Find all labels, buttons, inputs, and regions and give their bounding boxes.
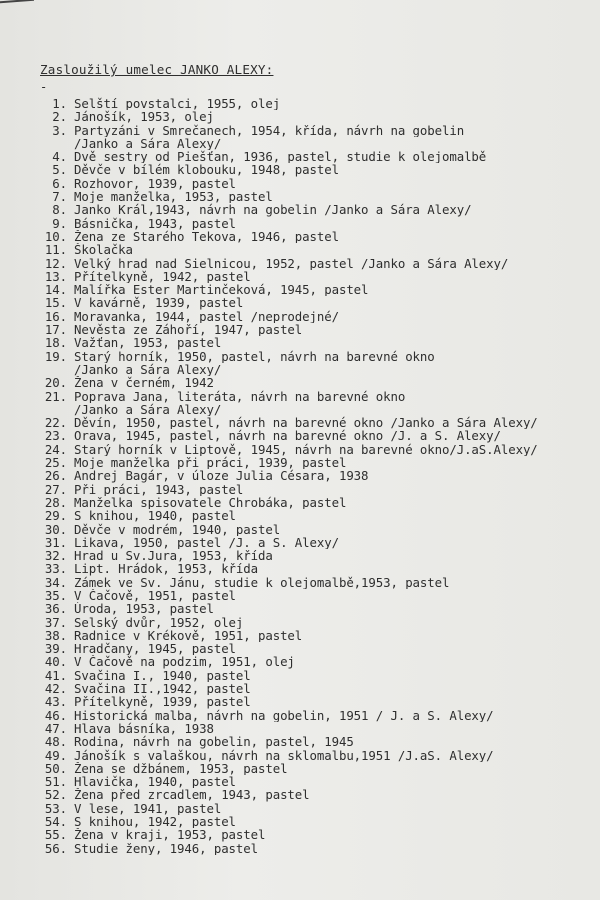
list-item xyxy=(40,602,580,615)
list-item xyxy=(40,802,580,815)
item-number: 38. xyxy=(44,627,67,643)
item-number: 53. xyxy=(44,800,67,816)
item-text: Manželka spisovatele Chrobáka, pastel xyxy=(74,495,347,510)
item-number: 31. xyxy=(44,534,67,550)
item-text: Moje manželka při práci, 1939, pastel xyxy=(74,456,347,470)
item-text: Starý horník, 1950, pastel, návrh na barevné okno xyxy=(74,349,435,363)
item-text: Úroda, 1953, pastel xyxy=(74,602,214,616)
item-number: 51. xyxy=(44,774,67,790)
item-number: 1. xyxy=(52,96,67,111)
item-text: Žena se džbánem, 1953, pastel xyxy=(74,761,288,776)
item-number: 18. xyxy=(44,335,67,351)
list-item xyxy=(40,296,580,309)
item-text: Jánošík s valaškou, návrh na sklomalbu,1951 /J.aS. Alexy/ xyxy=(74,748,494,762)
item-text: Selský dvůr, 1952, olej xyxy=(74,615,244,629)
list-item xyxy=(40,230,580,243)
list-item xyxy=(40,576,580,589)
item-text: Svačina I., 1940, pastel xyxy=(74,668,251,683)
item-text: Přítelkyně, 1939, pastel xyxy=(74,695,251,709)
item-text: Žena před zrcadlem, 1943, pastel xyxy=(74,788,310,802)
item-number: 42. xyxy=(44,681,67,697)
artwork-list xyxy=(40,97,580,855)
list-item xyxy=(40,589,580,602)
item-text: Žena v černém, 1942 xyxy=(74,376,214,390)
item-text: Hrad u Sv.Jura, 1953, křída xyxy=(74,549,273,563)
item-number: 11. xyxy=(44,242,67,258)
item-number: 22. xyxy=(44,415,67,431)
list-item xyxy=(40,323,580,336)
list-item xyxy=(40,523,580,536)
list-item xyxy=(40,310,580,323)
list-item xyxy=(40,217,580,230)
list-item xyxy=(40,735,580,748)
list-item xyxy=(40,376,580,389)
item-text: Básnička, 1943, pastel xyxy=(74,216,236,230)
list-item xyxy=(40,536,580,549)
document-heading: Zasloužilý umelec JANKO ALEXY: xyxy=(40,62,274,77)
item-number: 16. xyxy=(44,308,67,324)
item-text: V Čačově, 1951, pastel xyxy=(74,588,236,603)
item-number: 23. xyxy=(44,428,67,444)
list-item xyxy=(40,390,580,403)
list-item xyxy=(40,124,580,137)
item-text: Žena v kraji, 1953, pastel xyxy=(74,828,266,842)
item-number: 17. xyxy=(44,322,67,338)
item-number: 7. xyxy=(52,189,67,205)
item-number: 6. xyxy=(52,175,67,191)
list-item xyxy=(40,842,580,855)
item-number: 15. xyxy=(44,295,67,311)
item-text: S knihou, 1942, pastel xyxy=(74,815,236,829)
list-item xyxy=(40,775,580,788)
item-number xyxy=(40,137,74,150)
item-number: 46. xyxy=(44,707,67,723)
list-item-continuation xyxy=(40,403,580,416)
item-text: Školačka xyxy=(74,243,133,257)
item-number: 48. xyxy=(44,734,67,750)
item-number: 32. xyxy=(44,548,67,564)
list-item xyxy=(40,788,580,801)
item-number: 52. xyxy=(44,787,67,803)
list-item xyxy=(40,270,580,283)
item-number: 37. xyxy=(44,614,67,630)
item-number: 29. xyxy=(44,508,67,524)
list-item xyxy=(40,616,580,629)
item-number: 54. xyxy=(44,814,67,830)
item-number: 4. xyxy=(52,149,67,165)
item-number: 28. xyxy=(44,494,67,510)
item-text: Važťan, 1953, pastel xyxy=(74,336,222,350)
item-text: Rodina, návrh na gobelin, pastel, 1945 xyxy=(74,735,354,749)
list-item xyxy=(40,695,580,708)
item-number: 55. xyxy=(44,827,67,843)
item-text: Přítelkyně, 1942, pastel xyxy=(74,269,251,284)
list-item xyxy=(40,509,580,522)
item-number: 50. xyxy=(44,760,67,776)
item-number: 47. xyxy=(44,720,67,736)
item-number: 21. xyxy=(44,388,67,404)
list-item xyxy=(40,177,580,190)
list-item xyxy=(40,429,580,442)
item-number: 2. xyxy=(52,109,67,125)
list-item xyxy=(40,549,580,562)
dash-mark: - xyxy=(40,80,48,94)
item-text: S knihou, 1940, pastel xyxy=(74,509,236,523)
item-text: Dvě sestry od Piešťan, 1936, pastel, studie k olejomalbě xyxy=(74,150,487,164)
list-item xyxy=(40,709,580,722)
list-item xyxy=(40,456,580,469)
item-text: V kavárně, 1939, pastel xyxy=(74,296,244,310)
list-item xyxy=(40,203,580,216)
item-text: Janko Král,1943, návrh na gobelin /Janko a Sára Alexy/ xyxy=(74,203,472,217)
item-number: 19. xyxy=(44,348,67,364)
item-text: Jánošík, 1953, olej xyxy=(74,110,214,124)
list-item xyxy=(40,283,580,296)
item-number: 8. xyxy=(52,202,67,218)
item-number: 12. xyxy=(44,255,67,271)
item-number: 5. xyxy=(52,162,67,178)
item-number: 49. xyxy=(44,747,67,763)
item-text: Moravanka, 1944, pastel /neprodejné/ xyxy=(74,309,339,324)
item-text: Děvče v modrém, 1940, pastel xyxy=(74,522,281,536)
list-item xyxy=(40,762,580,775)
item-text: Zámek ve Sv. Jánu, studie k olejomalbě,1953, pastel xyxy=(74,575,450,589)
list-item xyxy=(40,350,580,363)
list-item-continuation xyxy=(40,137,580,150)
item-text: Andrej Bagár, v úloze Julia Césara, 1938 xyxy=(74,469,369,483)
item-text: Orava, 1945, pastel, návrh na barevné okno /J. a S. Alexy/ xyxy=(74,429,501,443)
item-number: 43. xyxy=(44,694,67,710)
item-number: 3. xyxy=(52,122,67,138)
list-item xyxy=(40,669,580,682)
list-item xyxy=(40,749,580,762)
corner-pen-mark xyxy=(0,0,34,11)
list-item xyxy=(40,416,580,429)
list-item xyxy=(40,163,580,176)
item-number: 13. xyxy=(44,268,67,284)
item-number: 25. xyxy=(44,455,67,471)
list-item xyxy=(40,722,580,735)
item-text: Hlava básníka, 1938 xyxy=(74,721,214,736)
item-number: 10. xyxy=(44,228,67,244)
item-text: /Janko a Sára Alexy/ xyxy=(74,402,222,417)
item-text: Likava, 1950, pastel /J. a S. Alexy/ xyxy=(74,535,339,550)
item-text: Hradčany, 1945, pastel xyxy=(74,642,236,656)
list-item-continuation xyxy=(40,363,580,376)
item-number: 26. xyxy=(44,468,67,484)
item-text: Malířka Ester Martinčeková, 1945, pastel xyxy=(74,283,369,297)
item-text: Děvín, 1950, pastel, návrh na barevné okno /Janko a Sára Alexy/ xyxy=(74,416,538,430)
item-text: Selští povstalci, 1955, olej xyxy=(74,97,281,111)
list-item xyxy=(40,562,580,575)
item-number: 34. xyxy=(44,574,67,590)
item-text: Partyzáni v Smrečanech, 1954, křída, návrh na gobelin xyxy=(74,123,465,137)
item-text: Nevěsta ze Záhoří, 1947, pastel xyxy=(74,323,303,337)
item-text: Hlavička, 1940, pastel xyxy=(74,775,236,789)
item-text: Starý horník v Liptově, 1945, návrh na barevné okno/J.aS.Alexy/ xyxy=(74,442,538,457)
item-text: Děvče v bílém klobouku, 1948, pastel xyxy=(74,163,339,177)
item-number: 24. xyxy=(44,441,67,457)
list-item xyxy=(40,655,580,668)
list-item xyxy=(40,257,580,270)
list-item xyxy=(40,110,580,123)
item-text: /Janko a Sára Alexy/ xyxy=(74,362,222,377)
item-number: 27. xyxy=(44,481,67,497)
list-item xyxy=(40,97,580,110)
list-item xyxy=(40,336,580,349)
item-number: 35. xyxy=(44,587,67,603)
item-text: V lese, 1941, pastel xyxy=(74,801,222,816)
item-number: 41. xyxy=(44,667,67,683)
item-text: Moje manželka, 1953, pastel xyxy=(74,190,273,204)
item-text: Radnice v Krékově, 1951, pastel xyxy=(74,628,303,643)
item-number: 36. xyxy=(44,601,67,617)
list-item xyxy=(40,642,580,655)
list-item xyxy=(40,629,580,642)
list-item xyxy=(40,483,580,496)
list-item xyxy=(40,243,580,256)
item-text: V Čačově na podzim, 1951, olej xyxy=(74,655,295,669)
item-text: Poprava Jana, literáta, návrh na barevné okno xyxy=(74,389,406,403)
item-number xyxy=(40,403,74,416)
item-text: Studie ženy, 1946, pastel xyxy=(74,841,258,855)
item-number: 40. xyxy=(44,654,67,670)
list-item xyxy=(40,496,580,509)
list-item xyxy=(40,190,580,203)
item-text: /Janko a Sára Alexy/ xyxy=(74,136,222,151)
item-number: 33. xyxy=(44,561,67,577)
item-text: Žena ze Starého Tekova, 1946, pastel xyxy=(74,229,339,244)
item-text: Velký hrad nad Sielnicou, 1952, pastel /Janko a Sára Alexy/ xyxy=(74,256,509,270)
item-number: 39. xyxy=(44,641,67,657)
item-number: 9. xyxy=(52,215,67,231)
item-number: 30. xyxy=(44,521,67,537)
item-number xyxy=(40,363,74,376)
list-item xyxy=(40,443,580,456)
list-item xyxy=(40,469,580,482)
list-item xyxy=(40,815,580,828)
item-text: Lipt. Hrádok, 1953, křída xyxy=(74,562,258,576)
item-text: Rozhovor, 1939, pastel xyxy=(74,176,236,191)
list-item xyxy=(40,828,580,841)
list-item xyxy=(40,150,580,163)
item-text: Svačina II.,1942, pastel xyxy=(74,682,251,696)
item-number: 56. xyxy=(44,840,67,856)
item-text: Historická malba, návrh na gobelin, 1951 / J. a S. Alexy/ xyxy=(74,708,494,722)
item-number: 14. xyxy=(44,282,67,298)
item-number: 20. xyxy=(44,375,67,391)
list-item xyxy=(40,682,580,695)
item-text: Při práci, 1943, pastel xyxy=(74,482,244,496)
